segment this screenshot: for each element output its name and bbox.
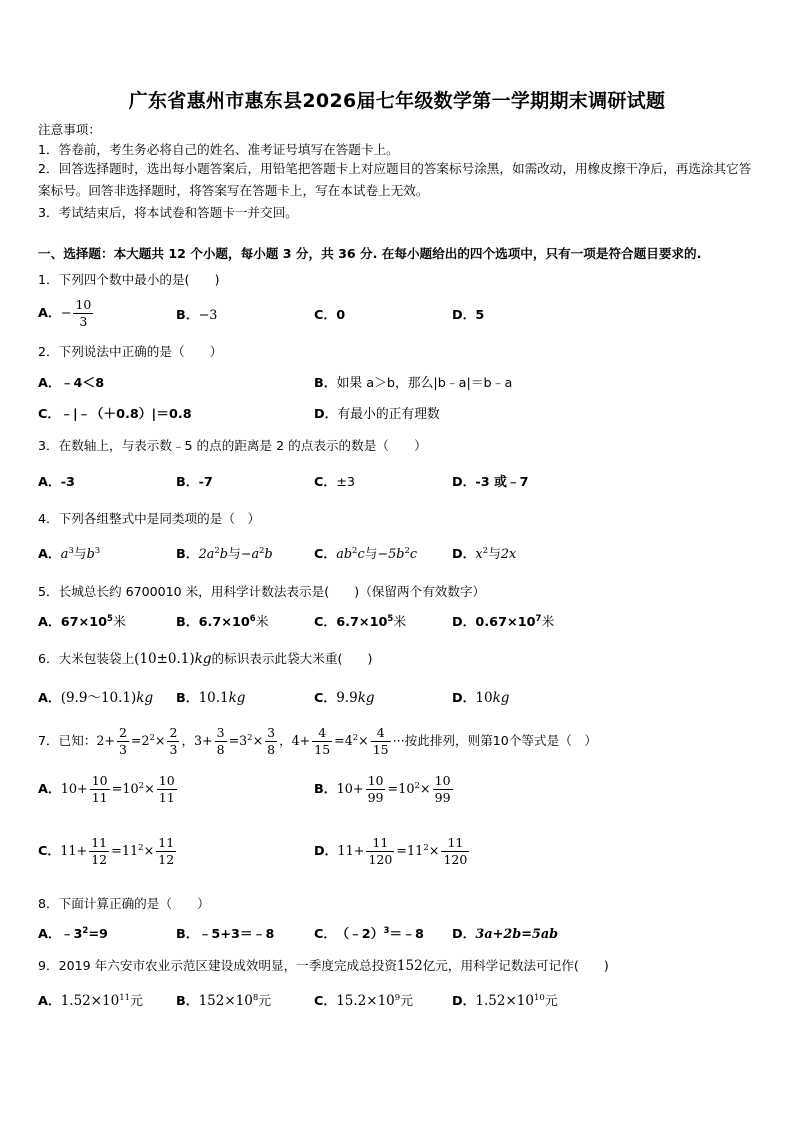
q3-stem: 3．在数轴上，与表示数﹣5 的点的距离是 2 的点表示的数是（ ） [38, 438, 427, 453]
q3-b-value: -7 [198, 475, 213, 490]
q6-a-value: (9.9～10.1) [60, 690, 137, 706]
q9-b-key: B． [176, 994, 199, 1009]
q5-a-key: A． [38, 615, 61, 630]
q6-option-c [314, 690, 375, 706]
q3-c-value: ±3 [336, 475, 356, 490]
q5-b-exp: 6 [249, 614, 256, 624]
q2-b-value: 如果 a＞b，那么|b﹣a|＝b﹣a [336, 376, 513, 391]
notice-item-2: 2．回答选择题时，选出每小题答案后，用铅笔把答题卡上对应题目的答案标号涂黑，如需改动，用橡皮擦干净后，再选涂其它答案标号。回答非选择题时，将答案写在答题卡上，写在本试卷上无效。 [38, 161, 752, 198]
q9-option-b [176, 993, 271, 1009]
q7-d-times: × [428, 843, 440, 859]
q7-d-frac [366, 836, 394, 867]
q3-a-value: -3 [60, 475, 75, 490]
q1-a-key: A． [38, 305, 61, 321]
q5-b-key: B． [176, 615, 199, 630]
notice-item-3: 3．考试结束后，将本试卷和答题卡一并交回。 [38, 205, 298, 220]
q6-b-key: B． [176, 691, 199, 706]
q7-eq1-frac2 [167, 726, 179, 757]
q1-c-value: 0 [336, 308, 346, 323]
q7-stem [38, 726, 597, 757]
q4-b-exp2: 2 [259, 546, 265, 556]
q7-a-num2: 10 [158, 773, 175, 788]
q1-option-b [176, 308, 217, 323]
q2-b-key: B． [314, 376, 337, 391]
q4-c-and: 与 [364, 547, 378, 562]
q4-c-key: C． [314, 547, 337, 562]
q5-b-unit: 米 [255, 615, 269, 630]
q6-stem-unit: kg [194, 651, 212, 667]
q7-eq1-whole: 2+ [96, 732, 115, 748]
q1-option-d [452, 308, 484, 323]
q7-b-whole: 10+ [336, 781, 364, 797]
q7-d-num: 11 [372, 835, 389, 850]
q6-d-value: 10 [475, 690, 493, 706]
q7-b-frac2 [433, 774, 453, 805]
q9-a-key: A． [38, 994, 61, 1009]
q4-a-term2: b [86, 547, 95, 562]
q1-b-key: B． [176, 308, 199, 323]
q7-option-d [314, 836, 471, 867]
q9-d-value: 1.52×10 [475, 993, 534, 1009]
q7-c-num2: 11 [158, 835, 175, 850]
q7-b-den: 99 [367, 789, 384, 805]
q6-option-d [452, 690, 509, 706]
q7-c-key: C． [38, 843, 61, 859]
q3-d-value: -3 或﹣7 [475, 475, 529, 490]
q9-b-value: 152×10 [198, 993, 253, 1009]
q5-option-a [38, 615, 126, 630]
q4-c-term2-tail: c [409, 547, 418, 562]
q6-option-b [176, 690, 245, 706]
q1-a-sign: − [60, 305, 72, 321]
q4-c-term1-tail: c [357, 547, 365, 562]
q7-b-den2: 99 [434, 789, 451, 805]
q3-option-d [452, 475, 529, 490]
q7-eq3-whole: 4+ [291, 732, 311, 748]
q4-b-key: B． [176, 547, 199, 562]
q7-b-key: B． [314, 781, 337, 797]
q9-d-key: D． [452, 994, 476, 1009]
q7-eq1-exp: 2 [149, 732, 155, 743]
q8-c-result: ＝﹣8 [389, 927, 424, 942]
q5-option-c [314, 615, 406, 630]
q2-a-key: A． [38, 376, 61, 391]
q7-option-a [38, 774, 179, 805]
q2-c-key: C． [38, 407, 61, 422]
q4-a-term1: a [60, 547, 69, 562]
q7-a-den: 11 [91, 789, 108, 805]
q4-a-and: 与 [73, 547, 87, 562]
q7-eq3-times: × [358, 732, 369, 748]
q7-eq3-num: 4 [318, 725, 327, 740]
q7-a-frac [90, 774, 110, 805]
q7-eq2-frac [215, 726, 227, 757]
q1-option-c [314, 308, 345, 323]
q2-option-c [38, 407, 192, 422]
q7-stem-post: ···按此排列，则第10个等式是（ ） [392, 732, 597, 748]
q6-b-value: 10.1 [198, 690, 229, 706]
q7-d-whole: 11+ [337, 843, 365, 859]
q3-c-key: C． [314, 475, 337, 490]
q7-eq1-num2: 2 [169, 725, 178, 740]
q7-eq2-exp: 2 [247, 732, 253, 743]
q4-option-d [452, 547, 516, 562]
q2-stem: 2．下列说法中正确的是（ ） [38, 344, 223, 359]
q6-d-key: D． [452, 691, 476, 706]
q4-c-exp1: 2 [352, 546, 358, 556]
q4-b-term1-tail: b [219, 547, 228, 562]
q9-b-unit: 元 [258, 994, 272, 1009]
q5-a-unit: 米 [112, 615, 126, 630]
q7-sep1: ， [181, 732, 195, 748]
q7-a-num: 10 [91, 773, 108, 788]
q5-option-d [452, 615, 554, 630]
q1-b-value: −3 [198, 308, 218, 323]
section-heading: 一、选择题：本大题共 12 个小题，每小题 3 分，共 36 分. 在每小题给出的四个选项中，只有一项是符合题目要求的. [38, 246, 702, 261]
q7-c-base: =11 [111, 843, 139, 859]
q4-b-term2: −a [240, 547, 260, 562]
q8-stem: 8．下面计算正确的是（ ） [38, 896, 210, 911]
q4-stem: 4．下列各组整式中是同类项的是（ ） [38, 511, 261, 526]
q7-d-exp: 2 [423, 842, 429, 853]
page-title: 广东省惠州市惠东县2026届七年级数学第一学期期末调研试题 [128, 90, 666, 112]
q7-a-den2: 11 [158, 789, 175, 805]
q1-a-numerator: 10 [75, 297, 92, 312]
q2-a-value: ﹣4＜8 [60, 376, 105, 391]
q1-d-key: D． [452, 308, 476, 323]
q7-d-num2: 11 [447, 835, 464, 850]
q9-option-c [314, 993, 413, 1009]
q4-a-exp1: 3 [68, 546, 74, 556]
q7-d-den2: 120 [443, 851, 468, 867]
q3-d-key: D． [452, 475, 476, 490]
q7-c-times: × [143, 843, 155, 859]
q8-c-exp: 3 [383, 926, 390, 936]
q7-a-exp: 2 [138, 780, 145, 791]
q4-d-key: D． [452, 547, 476, 562]
q6-a-key: A． [38, 691, 61, 706]
q8-c-base: （﹣2） [336, 927, 384, 942]
q5-d-value: 0.67×10 [475, 615, 536, 630]
q6-stem-post: 的标识表示此袋大米重( ) [211, 651, 373, 666]
q8-b-key: B． [176, 927, 199, 942]
q4-a-key: A． [38, 547, 61, 562]
q1-option-a [38, 298, 95, 329]
q7-a-key: A． [38, 781, 61, 797]
q6-option-a [38, 690, 153, 706]
q9-option-a [38, 993, 143, 1009]
q6-c-unit: kg [357, 690, 375, 706]
q7-eq1-num: 2 [118, 725, 127, 740]
q7-b-num: 10 [367, 773, 384, 788]
q2-option-a [38, 376, 104, 391]
q7-b-exp: 2 [414, 780, 420, 791]
q5-c-value: 6.7×10 [336, 615, 388, 630]
q1-stem: 1．下列四个数中最小的是( ) [38, 272, 220, 287]
q9-stem-post: 亿元，用科学记数法可记作( ) [422, 958, 609, 973]
notice-heading: 注意事项： [38, 122, 101, 137]
q4-option-a [38, 547, 100, 562]
q3-a-key: A． [38, 475, 61, 490]
q8-d-key: D． [452, 927, 476, 942]
q7-d-base: =11 [396, 843, 424, 859]
q7-b-frac [366, 774, 386, 805]
q3-option-a [38, 475, 75, 490]
q1-c-key: C． [314, 308, 337, 323]
q7-eq3-exp: 2 [352, 732, 359, 743]
q4-b-term1: 2a [198, 547, 215, 562]
q5-c-exp: 5 [387, 614, 394, 624]
q1-d-value: 5 [475, 308, 485, 323]
q6-stem-pre: 6．大米包装袋上 [38, 651, 135, 666]
q5-b-value: 6.7×10 [198, 615, 250, 630]
q7-eq2-whole: 3+ [194, 732, 213, 748]
q7-eq3-den: 15 [314, 741, 331, 757]
q7-stem-pre: 7．已知： [38, 732, 97, 748]
q2-option-b [314, 376, 512, 391]
q7-eq3-base: =4 [334, 732, 353, 748]
q7-c-frac [89, 836, 109, 867]
q4-d-and: 与 [488, 547, 501, 562]
q4-c-exp2: 2 [404, 546, 410, 556]
q7-eq2-den2: 8 [267, 741, 276, 757]
q4-option-b [176, 547, 273, 562]
q8-c-key: C． [314, 927, 337, 942]
q7-c-frac2 [156, 836, 176, 867]
q6-stem-math: (10±0.1) [134, 651, 195, 667]
q9-option-d [452, 993, 558, 1009]
q9-a-exp: 11 [119, 993, 131, 1003]
q7-eq1-times: × [154, 732, 166, 748]
q7-c-num: 11 [91, 835, 108, 850]
q7-c-exp: 2 [138, 842, 144, 853]
q7-eq3-frac [312, 726, 332, 757]
q5-c-unit: 米 [393, 615, 407, 630]
q7-c-whole: 11+ [60, 843, 88, 859]
q5-option-b [176, 615, 268, 630]
q7-eq2-times: × [252, 732, 264, 748]
q7-option-b [314, 774, 455, 805]
q3-b-key: B． [176, 475, 199, 490]
q8-option-b [176, 927, 274, 942]
q7-d-frac2 [441, 836, 469, 867]
q9-stem-pre: 9．2019 年六安市农业示范区建设成效明显，一季度完成总投资 [38, 958, 397, 973]
q8-a-exp: 2 [82, 926, 89, 936]
q7-eq1-frac [117, 726, 129, 757]
q7-eq3-den2: 15 [372, 741, 389, 757]
q6-stem [38, 651, 372, 667]
notice-item-1: 1．答卷前，考生务必将自己的姓名、准考证号填写在答题卡上。 [38, 142, 399, 157]
q7-a-times: × [144, 781, 155, 797]
q5-d-key: D． [452, 615, 476, 630]
q9-d-exp: 10 [533, 993, 545, 1003]
q8-option-c [314, 927, 424, 942]
q7-a-base: =10 [111, 781, 139, 797]
q9-c-key: C． [314, 994, 337, 1009]
q8-option-a [38, 927, 108, 942]
q9-c-value: 15.2×10 [336, 993, 395, 1009]
q9-c-exp: 9 [394, 993, 401, 1003]
q1-a-fraction [73, 298, 93, 329]
q8-d-value: 3a+2b=5ab [475, 927, 559, 942]
q2-d-value: 有最小的正有理数 [337, 407, 440, 422]
q4-option-c [314, 547, 417, 562]
q7-d-key: D． [314, 843, 338, 859]
q9-stem [38, 958, 609, 974]
q8-a-key: A． [38, 927, 61, 942]
q9-a-value: 1.52×10 [60, 993, 120, 1009]
q4-d-term2: 2x [500, 547, 517, 562]
q7-eq2-base: =3 [228, 732, 248, 748]
q4-b-and: 与 [227, 547, 241, 562]
q6-d-unit: kg [492, 690, 510, 706]
q2-d-key: D． [314, 407, 338, 422]
q6-c-value: 9.9 [336, 690, 358, 706]
q8-a-base: ﹣3 [60, 927, 83, 942]
q7-c-den2: 12 [158, 851, 175, 867]
q9-a-unit: 元 [130, 994, 143, 1009]
q7-a-whole: 10+ [60, 781, 88, 797]
q9-b-exp: 8 [252, 993, 259, 1003]
q4-a-exp2: 3 [94, 546, 101, 556]
q7-eq2-num: 3 [216, 725, 225, 740]
q7-b-base: =10 [387, 781, 415, 797]
q7-eq3-num2: 4 [376, 725, 385, 740]
q4-b-term2-tail: b [264, 547, 273, 562]
q4-c-term1: ab [336, 547, 353, 562]
q7-option-c [38, 836, 178, 867]
q6-c-key: C． [314, 691, 337, 706]
q3-option-b [176, 475, 213, 490]
q7-a-frac2 [157, 774, 177, 805]
q9-stem-number: 152 [396, 958, 423, 974]
q9-c-unit: 元 [400, 994, 413, 1009]
q7-eq2-frac2 [265, 726, 277, 757]
q7-b-times: × [419, 781, 431, 797]
q4-c-term2: −5b [377, 547, 405, 562]
q5-stem: 5．长城总长约 6700010 米，用科学计数法表示是( )（保留两个有效数字） [38, 584, 486, 599]
q6-b-unit: kg [228, 690, 246, 706]
q8-option-d [452, 927, 558, 942]
q7-sep2: ， [279, 732, 292, 748]
q7-c-den: 12 [91, 851, 108, 867]
q6-a-unit: kg [136, 690, 154, 706]
q5-a-value: 67×10 [60, 615, 108, 630]
q1-a-denominator: 3 [73, 313, 93, 329]
q7-d-den: 120 [368, 851, 393, 867]
q7-eq3-frac2 [371, 726, 391, 757]
q3-option-c [314, 475, 355, 490]
q2-c-value: ﹣|﹣（＋0.8）|＝0.8 [60, 407, 192, 422]
q5-c-key: C． [314, 615, 337, 630]
q8-b-value: ﹣5+3＝﹣8 [198, 927, 275, 942]
q4-b-exp1: 2 [214, 546, 220, 556]
q4-d-term1: x [475, 547, 483, 562]
q5-d-unit: 米 [541, 615, 555, 630]
q5-a-exp: 5 [107, 614, 113, 624]
q9-d-unit: 元 [544, 994, 558, 1009]
q7-eq2-num2: 3 [267, 725, 276, 740]
q8-a-result: =9 [88, 927, 108, 942]
q2-option-d [314, 407, 440, 422]
q7-eq1-den2: 3 [169, 741, 178, 757]
q7-eq2-den: 8 [216, 741, 225, 757]
q7-eq1-den: 3 [118, 741, 127, 757]
q4-d-exp1: 2 [482, 546, 489, 556]
q7-b-num2: 10 [434, 773, 451, 788]
q5-d-exp: 7 [535, 614, 542, 624]
q7-eq1-base: =2 [130, 732, 150, 748]
